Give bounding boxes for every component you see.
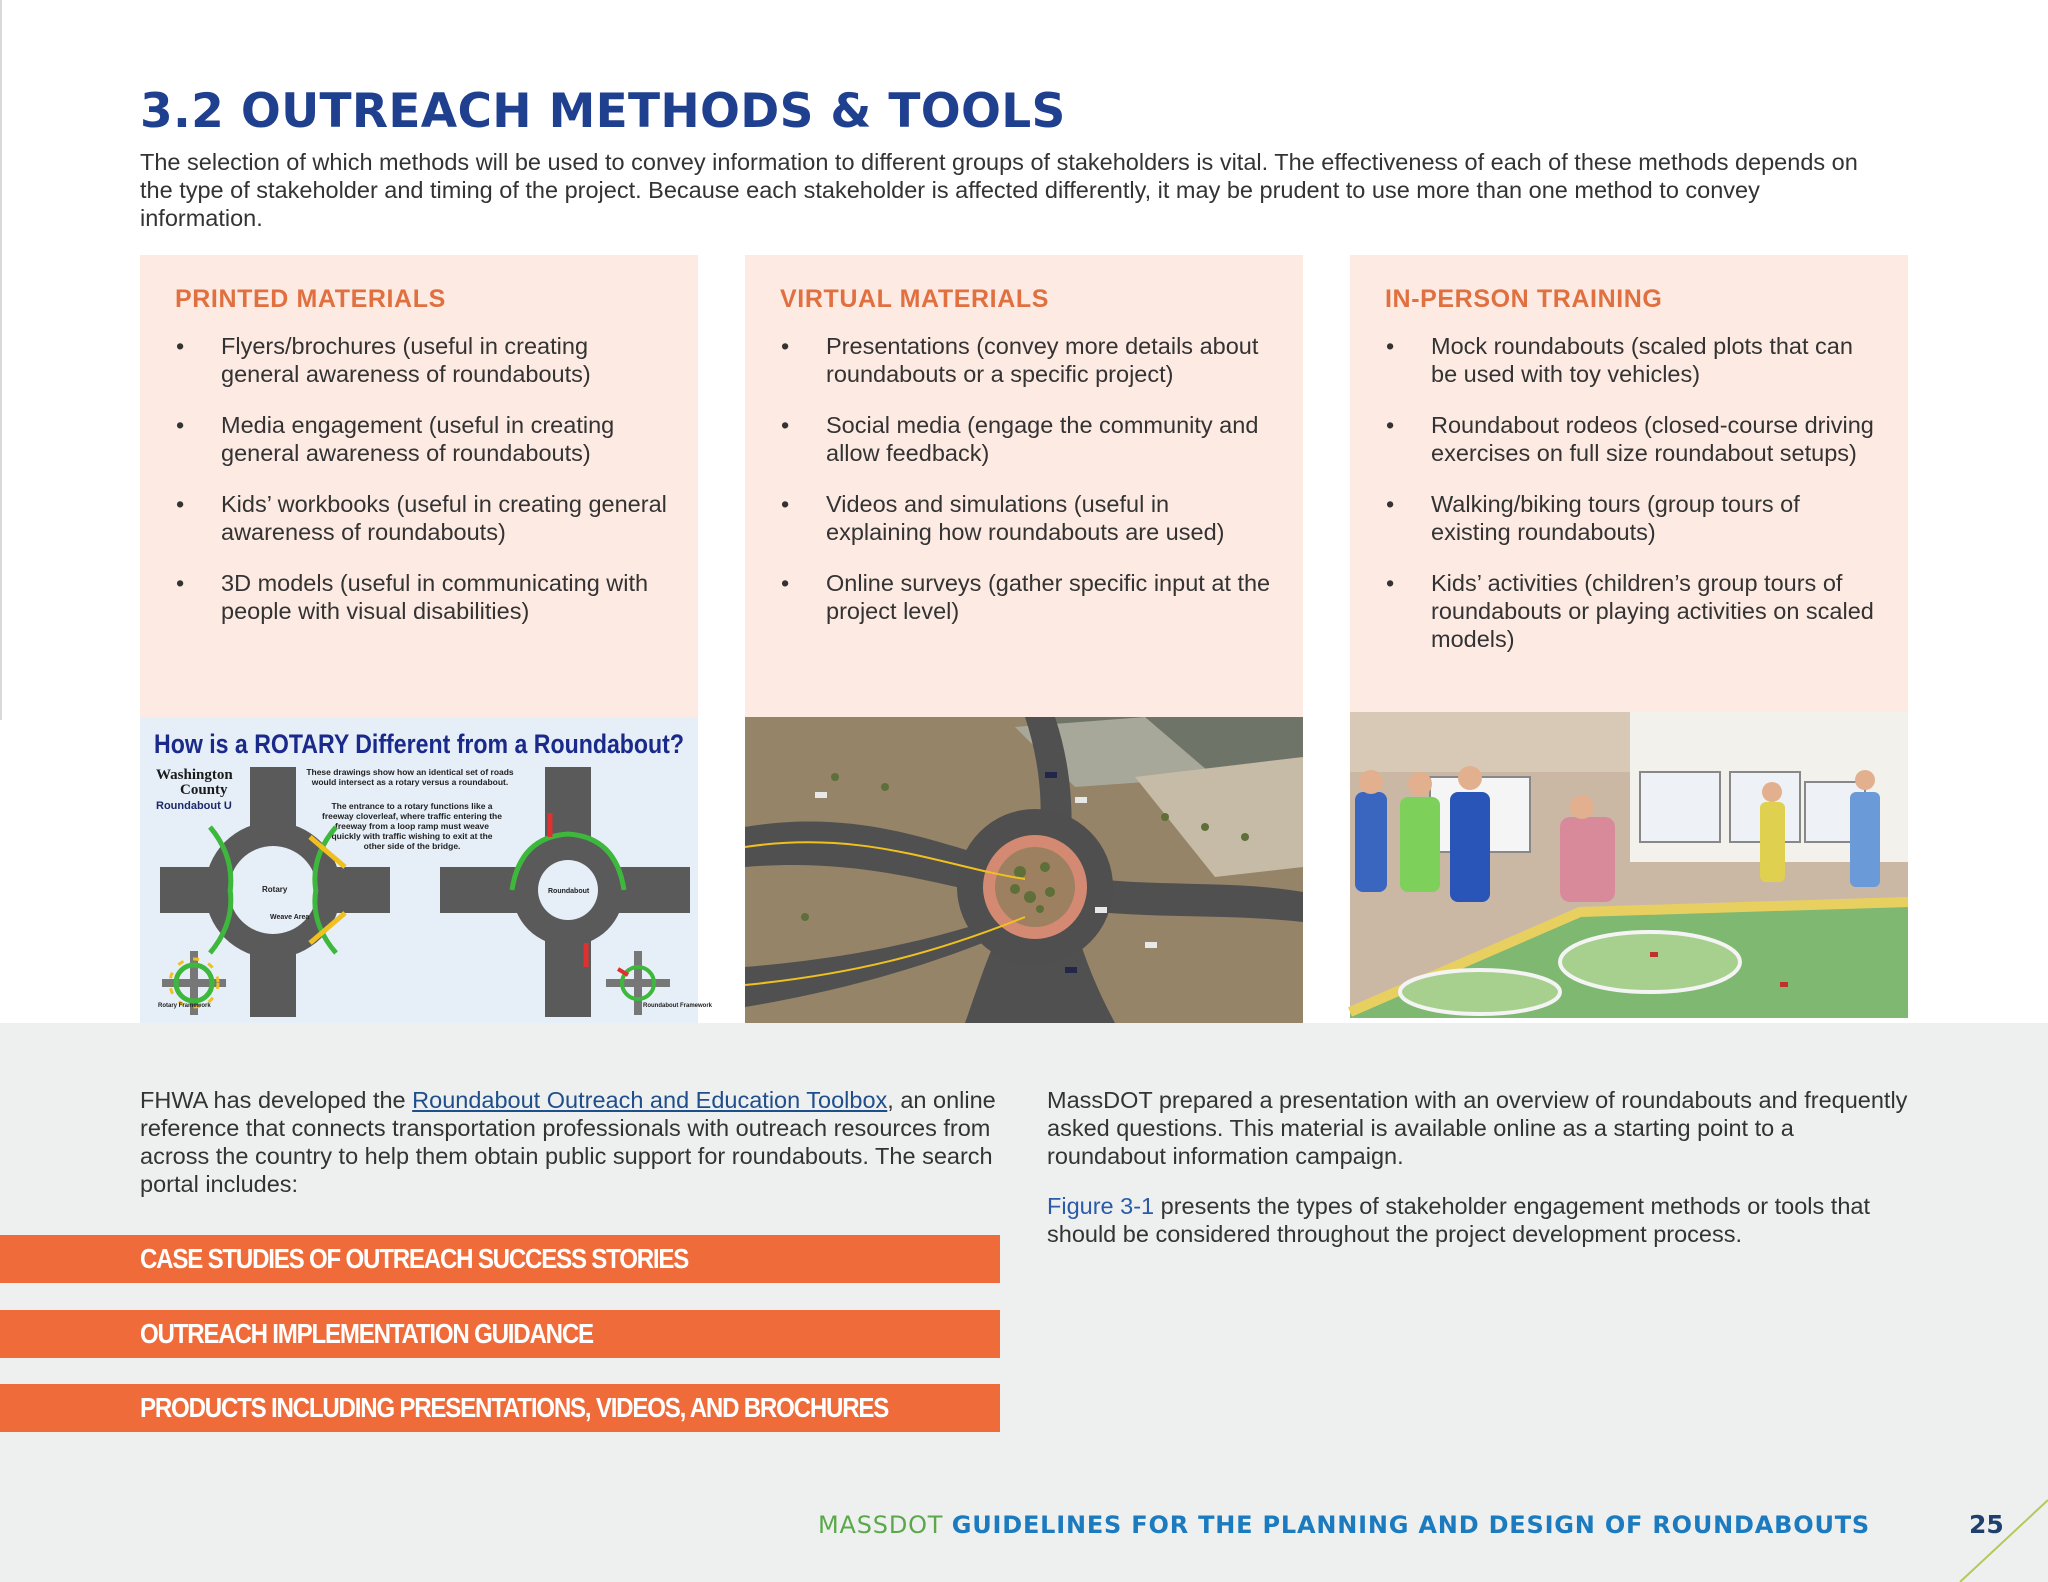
running-footer: [818, 1511, 1870, 1539]
list-item: • Mock roundabouts (scaled plots that can be used with toy vehicles): [1386, 333, 1853, 387]
logo-line3: Roundabout U: [156, 800, 232, 812]
list-item: • Roundabout rodeos (closed-course driving exercises on full size roundabout setups): [1386, 412, 1874, 466]
logo-line1: Washington: [156, 767, 233, 783]
label-rotary: Rotary: [262, 885, 288, 894]
list-item: • Kids’ activities (children’s group tours of roundabouts or playing activities on scaled models): [1386, 570, 1874, 652]
graphic-title: How is a ROTARY Different from a Roundabout?: [154, 729, 684, 759]
portal-bar-case-studies: CASE STUDIES OF OUTREACH SUCCESS STORIES: [0, 1235, 1000, 1283]
footer-guide-title: GUIDELINES FOR THE PLANNING AND DESIGN OF ROUNDABOUTS: [951, 1511, 1870, 1539]
virtual-materials-column: [745, 255, 1303, 1023]
list-item: • Flyers/brochures (useful in creating general awareness of roundabouts): [176, 333, 591, 387]
intro-paragraph: The selection of which methods will be used to convey information to different groups of stakeholders is vital. The effectiveness of each of these methods depends on the type of stakeholder and timing of the project. Because each stakeholder is affected differently, it may be prudent to use more than one method to convey information.: [140, 149, 1858, 231]
label-weave: Weave Area: [270, 914, 310, 921]
list-item: • Media engagement (useful in creating general awareness of roundabouts): [176, 412, 615, 466]
list-item: • Videos and simulations (useful in explaining how roundabouts are used): [781, 491, 1225, 545]
graphic-caption-1: These drawings show how an identical set of roads would intersect as a rotary versus a roundabout.: [306, 767, 514, 787]
label-roundabout-framework: Roundabout Framework: [643, 1003, 713, 1009]
toolbox-link[interactable]: Roundabout Outreach and Education Toolbox: [412, 1087, 888, 1113]
column-heading: VIRTUAL MATERIALS: [780, 285, 1049, 313]
virtual-materials-panel: [745, 255, 1303, 717]
massdot-paragraph: MassDOT prepared a presentation with an overview of roundabouts and frequently asked questions. This material is available online as a starting point to a roundabout information campaign.: [1047, 1087, 1908, 1169]
bullet-list: [780, 332, 1275, 625]
list-item: • Social media (engage the community and allow feedback): [781, 412, 1259, 466]
page-number: 25: [1969, 1510, 2004, 1539]
roundabout-aerial-photo: [745, 717, 1303, 1023]
label-rotary-framework: Rotary Framework: [158, 1003, 211, 1009]
corner-accent-line: [1960, 1500, 2048, 1582]
page-edge-rule: [0, 0, 2, 720]
figure-paragraph: Figure 3-1 presents the types of stakeholder engagement methods or tools that should be considered throughout the project development process.: [1047, 1193, 1870, 1247]
footer-massdot: MASSDOT: [818, 1511, 944, 1539]
list-item: • Online surveys (gather specific input at the project level): [781, 570, 1271, 624]
graphic-caption-2: The entrance to a rotary functions like a freeway cloverleaf, where traffic entering the freeway from a loop ramp must weave quickly with traffic wishing to exit at the other side of the bridge.: [322, 801, 502, 851]
portal-bar-products: PRODUCTS INCLUDING PRESENTATIONS, VIDEOS, AND BROCHURES: [0, 1384, 1000, 1432]
bullet-list: [175, 332, 670, 625]
column-heading: IN-PERSON TRAINING: [1385, 285, 1663, 313]
printed-materials-column: [140, 255, 713, 1023]
logo-line2: County: [180, 782, 228, 798]
list-item: • Kids’ workbooks (useful in creating general awareness of roundabouts): [176, 491, 667, 545]
in-person-training-panel: [1350, 255, 1908, 717]
rotary-vs-roundabout-graphic: [140, 717, 713, 1023]
massdot-presentation-text: [1047, 1086, 1917, 1270]
list-item: • 3D models (useful in communicating with people with visual disabilities): [176, 570, 649, 624]
list-item: • Walking/biking tours (group tours of existing roundabouts): [1386, 491, 1800, 545]
training-workshop-photo: [1350, 712, 1908, 1018]
fhwa-toolbox-paragraph: FHWA has developed the Roundabout Outreach and Education Toolbox, an online reference that connects transportation professionals with outreach resources from across the country to help them obtain public support for roundabouts. The search portal includes:: [140, 1087, 996, 1197]
label-roundabout: Roundabout: [548, 888, 590, 895]
portal-bar-guidance: OUTREACH IMPLEMENTATION GUIDANCE: [0, 1310, 1000, 1358]
section-title: 3.2 OUTREACH METHODS & TOOLS: [140, 84, 1066, 139]
column-heading: PRINTED MATERIALS: [175, 285, 446, 313]
printed-materials-panel: [140, 255, 698, 717]
in-person-training-column: [1350, 255, 1908, 1018]
list-item: • Presentations (convey more details about roundabouts or a specific project): [781, 333, 1259, 387]
bullet-list: [1385, 332, 1880, 653]
figure-reference-link[interactable]: Figure 3-1: [1047, 1193, 1155, 1219]
